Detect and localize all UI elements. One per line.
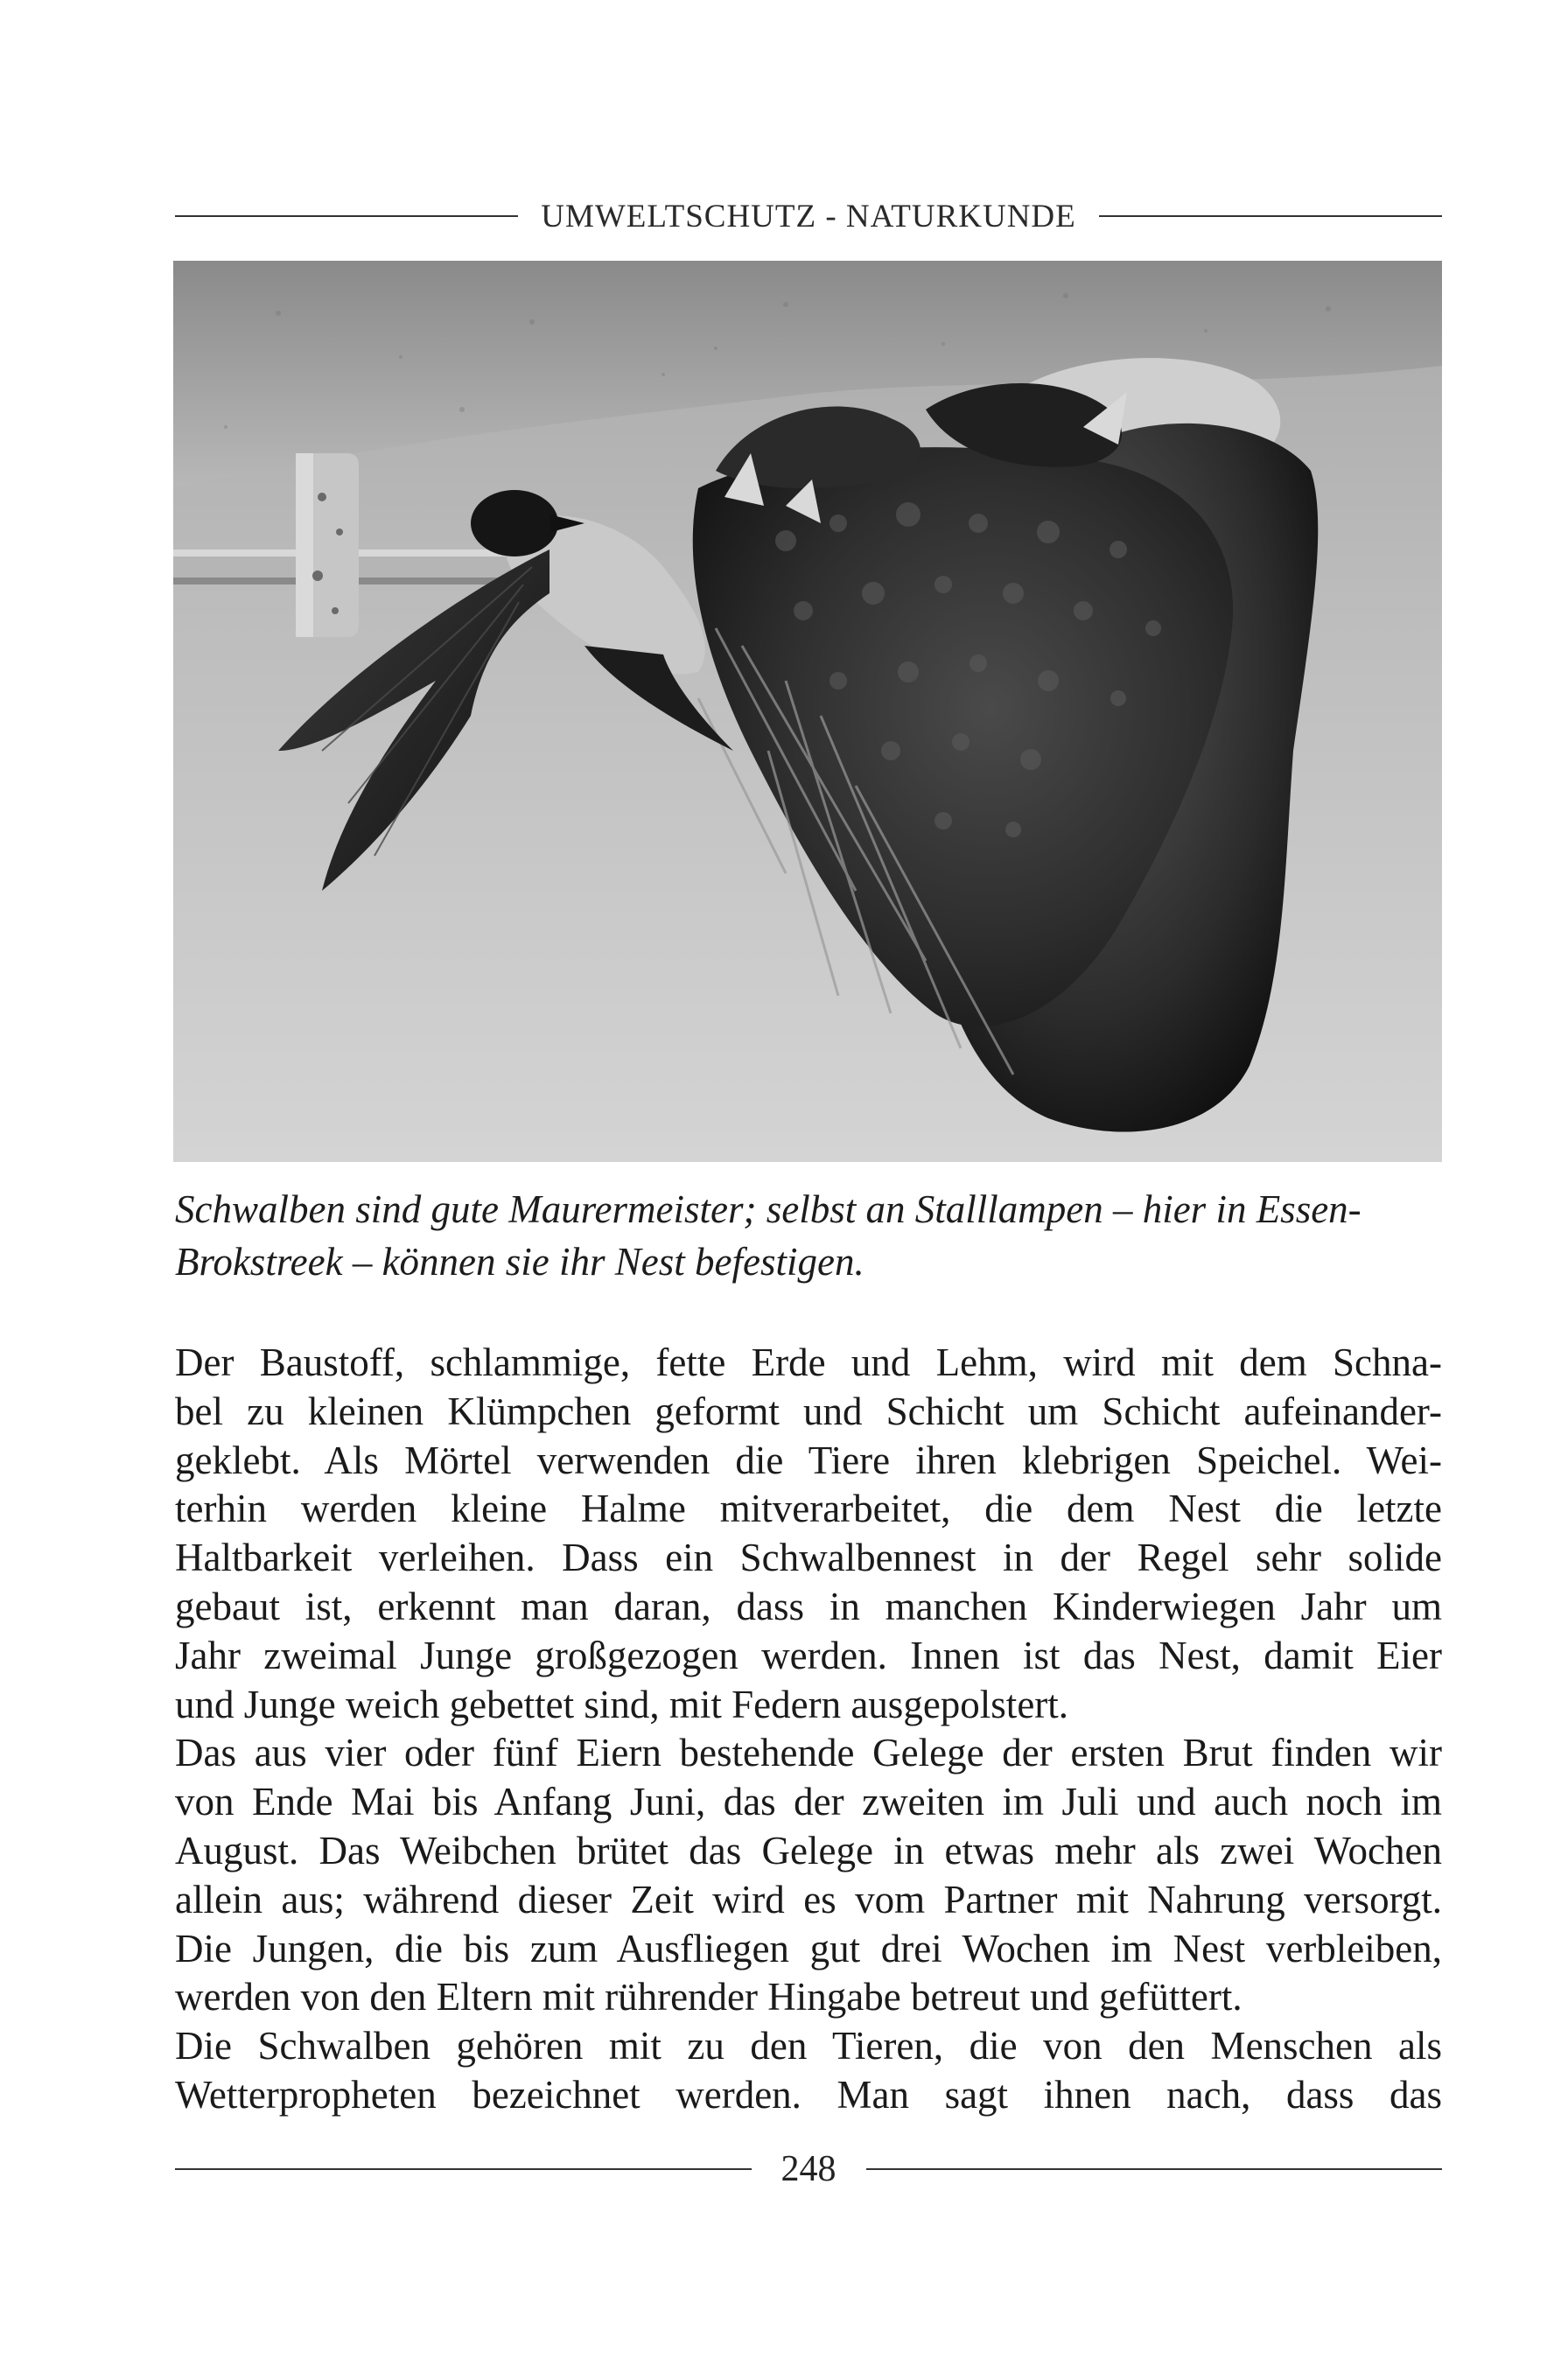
body-line: Die Schwalben gehören mit zu den Tieren, die von den Menschen als bbox=[175, 2024, 1442, 2068]
body-line: terhin werden kleine Halme mitverarbeitet, die dem Nest die letzte bbox=[175, 1487, 1442, 1531]
body-line: bel zu kleinen Klümpchen geformt und Schicht um Schicht aufeinander- bbox=[175, 1389, 1442, 1433]
body-line: werden von den Eltern mit rührender Hingabe betreut und gefüttert. bbox=[175, 1975, 1242, 2020]
swallow-nest-photo bbox=[173, 261, 1442, 1162]
body-line: gebaut ist, erkennt man daran, dass in manchen Kinderwiegen Jahr um bbox=[175, 1584, 1442, 1628]
body-line: und Junge weich gebettet sind, mit Federn ausgepolstert. bbox=[175, 1682, 1069, 1726]
photo-caption bbox=[175, 1183, 1442, 1288]
body-line: allein aus; während dieser Zeit wird es vom Partner mit Nahrung versorgt. bbox=[175, 1877, 1442, 1922]
body-line: Der Baustoff, schlammige, fette Erde und Lehm, wird mit dem Schna- bbox=[175, 1340, 1442, 1384]
header-rule-right bbox=[1099, 215, 1442, 217]
body-line: August. Das Weibchen brütet das Gelege in etwas mehr als zwei Wochen bbox=[175, 1828, 1442, 1872]
header-rule-left bbox=[175, 215, 518, 217]
page-number: 248 bbox=[780, 2149, 836, 2189]
running-head bbox=[175, 194, 1442, 238]
page-footer bbox=[175, 2147, 1442, 2191]
body-line: Das aus vier oder fünf Eiern bestehende Gelege der ersten Brut finden wir bbox=[175, 1731, 1442, 1775]
caption-line: Schwalben sind gute Maurermeister; selbst an Stalllampen – hier in Essen- bbox=[175, 1187, 1362, 1231]
footer-rule-left bbox=[175, 2168, 752, 2170]
body-line: Jahr zweimal Junge großgezogen werden. Innen ist das Nest, damit Eier bbox=[175, 1633, 1442, 1677]
body-line: geklebt. Als Mörtel verwenden die Tiere ihren klebrigen Speichel. Wei- bbox=[175, 1438, 1442, 1482]
body-line: Die Jungen, die bis zum Ausfliegen gut drei Wochen im Nest verbleiben, bbox=[175, 1926, 1442, 1970]
footer-rule-right bbox=[866, 2168, 1443, 2170]
body-text bbox=[175, 1339, 1442, 2120]
body-line: von Ende Mai bis Anfang Juni, das der zweiten im Juli und auch noch im bbox=[175, 1780, 1442, 1824]
caption-line: Brokstreek – können sie ihr Nest befestigen. bbox=[175, 1240, 864, 1284]
running-head-title: UMWELTSCHUTZ - NATURKUNDE bbox=[541, 198, 1076, 234]
body-line: Haltbarkeit verleihen. Dass ein Schwalbennest in der Regel sehr solide bbox=[175, 1536, 1442, 1580]
body-line: Wetterpropheten bezeichnet werden. Man sagt ihnen nach, dass das bbox=[175, 2072, 1442, 2117]
